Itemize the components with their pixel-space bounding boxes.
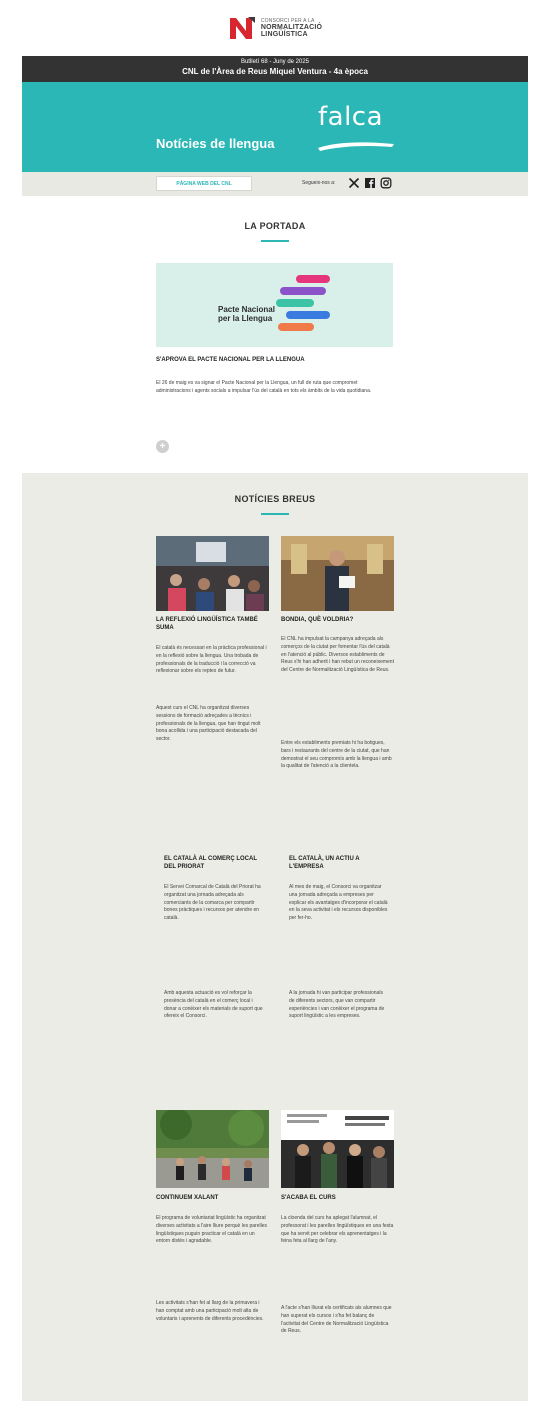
article-title-curs[interactable]: S'ACABA EL CURS [281,1195,336,1201]
article-p1-curs: La cloenda del curs ha aplegat l'alumnat, el professorat i les parelles lingüístiques en una festa que ha servit per celebrar els aprenentatges i la feina feta al llarg de l'any. [281,1215,394,1245]
plus-icon[interactable]: + [156,440,169,453]
pacte-nacional-image[interactable] [156,263,393,347]
section-divider [261,513,289,515]
graphic-bar [278,323,314,331]
article-title-empresa[interactable]: EL CATALÀ, UN ACTIU A L'EMPRESA [289,856,360,870]
section-title-breus: NOTÍCIES BREUS [234,494,316,504]
article-title-reflexio[interactable]: LA REFLEXIÓ LINGÜÍSTICA TAMBÉ SUMA [156,617,258,631]
bulletin-subtitle: CNL de l'Àrea de Reus Miquel Ventura - 4a època [182,67,368,76]
article-title-xalant[interactable]: CONTINUEM XALANT [156,1195,219,1201]
logo[interactable] [228,15,322,41]
closing-photo-icon [281,1110,394,1188]
article-p1-priorat: El Servei Comarcal de Català del Priorat ha organitzat una jornada adreçada als comerciants de la comarca per compartir bones pràctiques i recursos per atendre en català. [164,884,261,921]
graphic-bar [276,299,314,307]
brush-stroke-icon [316,138,396,152]
photo-outdoor[interactable] [156,1110,269,1188]
facebook-icon[interactable] [364,177,376,189]
article-p2-curs: A l'acte s'han lliurat els certificats als alumnes que han superat els cursos i s'ha fet balanç de l'activitat del Centre de Normalització Lingüística de Reus. [281,1305,392,1335]
photo-closing[interactable] [281,1110,394,1188]
article-p2-priorat: Amb aquesta actuació es vol reforçar la presència del català en el comerç local i donar a conèixer els materials de suport que ofereix el Consorci. [164,990,263,1020]
image-caption-line-2: per la Llengua [218,314,273,324]
graphic-bar [296,275,330,283]
logo-line-1: CONSORCI PER A LA [260,17,315,24]
logo-line-3: LINGÜÍSTICA [260,30,308,38]
article-p2-empresa: A la jornada hi van participar professionals de diferents sectors, que van compartir experiències i van conèixer el programa de suport lingüístic a les empreses. [289,990,385,1020]
website-button[interactable]: PÀGINA WEB DEL CNL [156,176,252,191]
award-photo-icon [281,536,394,611]
article-title-priorat[interactable]: EL CATALÀ AL COMERÇ LOCAL DEL PRIORAT [164,856,257,870]
falca-brand: falca [318,102,384,132]
graphic-bar [280,287,326,295]
article-p1-empresa: Al mes de maig, el Consorci va organitzar una jornada adreçada a empreses per explicar els avantatges d'incorporar el català en la seva activitat i els recursos disponibles per fer-ho. [289,884,388,921]
social-toolbar [22,172,528,196]
x-icon[interactable] [348,177,360,189]
section-title-portada: LA PORTADA [244,221,306,231]
instagram-icon[interactable] [380,177,392,189]
banner-title: Notícies de llengua [156,136,275,151]
photo-award[interactable] [281,536,394,611]
article-p2-reflexio: Aquest curs el CNL ha organitzat diverses sessions de formació adreçades a tècnics i professionals de la llengua, que han tingut molt bona acollida i una participació destacada del sector. [156,705,261,742]
article-p1-xalant: El programa de voluntariat lingüístic ha organitzat diverses activitats a l'aire lliure perquè les parelles lingüístiques puguin practicar el català en un entorn distès i agradable. [156,1215,268,1245]
article-p2-xalant: Les activitats s'han fet al llarg de la primavera i han comptat amb una participació molt alta de voluntaris i aprenents de diferents procedències. [156,1300,264,1322]
article-title-bondia[interactable]: BONDIA, QUÈ VOLDRIA? [281,617,354,623]
image-caption-line-1: Pacte Nacional [218,305,275,314]
article-p1-reflexio: El català és necessari en la pràctica professional i en la reflexió sobre la llengua. Una trobada de professionals de la traducció i la correcció va reflexionar sobre els reptes de futur. [156,645,267,675]
outdoor-photo-icon [156,1110,269,1188]
bulletin-number: Butlletí 68 - Juny de 2025 [240,59,310,65]
follow-label: Segueix-nos a: [302,180,336,186]
conference-photo-icon [156,536,269,611]
logo-text [261,19,322,38]
bulletin-bar [22,56,528,82]
section-divider [261,240,289,242]
logo-area [0,0,550,56]
graphic-bar [286,311,330,319]
article-title-pacte[interactable]: S'APROVA EL PACTE NACIONAL PER LA LLENGUA [156,357,305,363]
hero-banner [22,82,528,172]
cpnl-logo-icon [228,15,258,41]
article-body-pacte: El 26 de maig es va signar el Pacte Nacional per la Llengua, un full de ruta que compromet administracions i agents socials a impulsar l'ús del català en tots els àmbits de la vida quotidiana. [156,380,372,394]
logo-line-2: NORMALITZACIÓ [260,23,323,31]
article-p2-bondia: Entre els establiments premiats hi ha botigues, bars i restaurants del centre de la ciutat, que han demostrat el seu compromís amb la llengua i amb la qualitat de l'atenció a la clientela. [281,740,392,770]
image-caption [218,305,275,323]
breus-panel [22,473,528,1401]
photo-conference[interactable] [156,536,269,611]
article-p1-bondia: El CNL ha impulsat la campanya adreçada als comerços de la ciutat per fomentar l'ús del català en l'atenció al públic. Diversos establiments de Reus s'hi han adherit i han rebut un reconeixement del Centre de Normalització Lingüística de Reus. [281,636,394,673]
